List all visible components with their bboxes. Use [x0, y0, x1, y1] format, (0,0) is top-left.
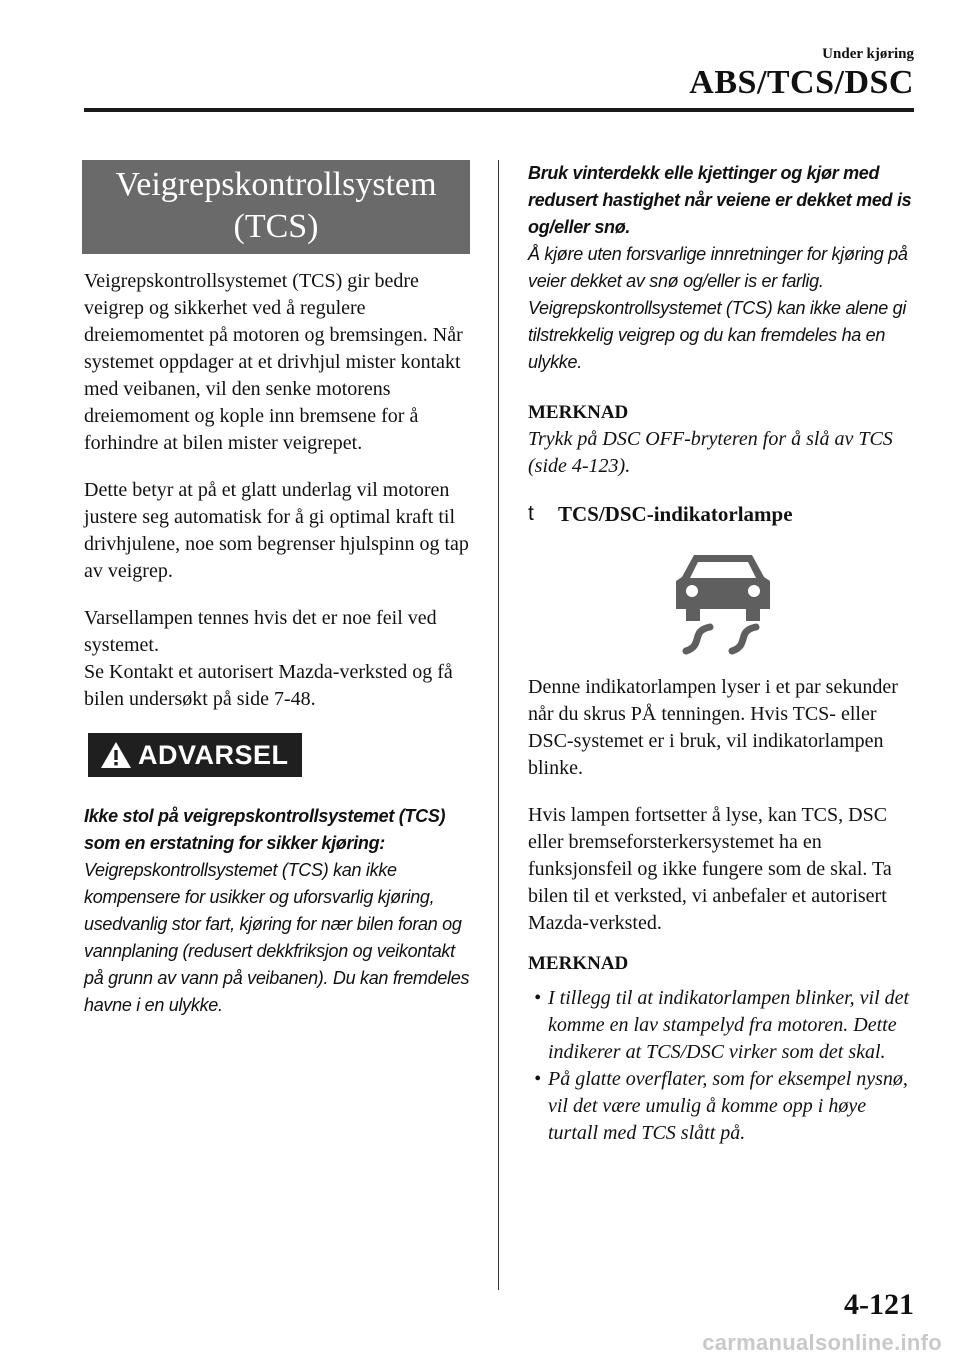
watermark: carmanualsonline.info — [702, 1330, 942, 1355]
warning-lamp-paragraph: Varsellampen tennes hvis det er noe feil ved systemet. — [84, 607, 437, 656]
bullet-dot: • — [534, 987, 542, 1009]
note-heading-2: MERKNAD — [528, 953, 629, 974]
warning-bold-text: Ikke stol på veigrepskontrollsystemet (TCS) som en erstatning for sikker kjøring: — [84, 806, 446, 853]
tcs-intro-paragraph: Veigrepskontrollsystemet (TCS) gir bedre veigrep og sikkerhet ved å regulere dreiemomentet på motoren og bremsingen. Når systemet oppdager at et drivhjul mister kontakt med veibanen, vil den senke motorens dreiemoment og kople inn bremsene for å forhindre at bilen mister veigrepet. — [84, 270, 463, 454]
section-title-box — [82, 160, 470, 254]
tcs-dsc-indicator-icon — [670, 547, 776, 659]
warning-body-text: Veigrepskontrollsystemet (TCS) kan ikke kompensere for usikker og uforsvarlig kjøring, usedvanlig stor fart, kjøring for nær bilen foran og vannplaning (redusert dekkfriksjon og veikontakt på grunn av vann på veibanen). Du kan fremdeles havne i en ulykke. — [84, 860, 470, 1015]
bullet-dot: • — [534, 1068, 542, 1090]
indicator-paragraph-2: Hvis lampen fortsetter å lyse, kan TCS, DSC eller bremseforsterkersystemet ha en funksjonsfeil og ikke fungere som de skal. Ta bilen til et verksted, vi anbefaler et autorisert Mazda-verksted. — [528, 804, 892, 934]
subheading-title: TCS/DSC-indikatorlampe — [558, 502, 793, 526]
warning-label: ADVARSEL — [138, 739, 289, 770]
chapter-label: Under kjøring — [822, 46, 914, 62]
warning-banner — [88, 733, 302, 777]
section-header-title: ABS/TCS/DSC — [689, 64, 914, 101]
subheading-marker: t — [528, 502, 534, 525]
page-number: 4-121 — [844, 1288, 914, 1321]
column-divider — [498, 160, 499, 1290]
note-bullet-1 — [534, 985, 920, 1066]
indicator-paragraph-1: Denne indikatorlampen lyser i et par sekunder når du skrus PÅ tenningen. Hvis TCS- eller DSC-systemet er i bruk, vil indikatorlampen blinke. — [528, 676, 898, 779]
service-reference: Se Kontakt et autorisert Mazda-verksted og få bilen undersøkt på side 7-48. — [84, 661, 453, 710]
right-column — [528, 160, 920, 1147]
note-heading: MERKNAD — [528, 402, 629, 423]
header-rule — [84, 108, 914, 112]
indicator-subheading — [528, 502, 920, 527]
winter-warning-bold: Bruk vinterdekk elle kjettinger og kjør med redusert hastighet når veiene er dekket med is og/eller snø. — [528, 163, 912, 237]
tcs-slippery-paragraph: Dette betyr at på et glatt underlag vil motoren justere seg automatisk for å gi optimal kraft til drivhjulene, noe som begrenser hjulspinn og tap av veigrep. — [84, 479, 469, 582]
section-title-line2: (TCS) — [233, 208, 319, 245]
section-title-line1: Veigrepskontrollsystem — [115, 166, 437, 203]
winter-warning-text: Å kjøre uten forsvarlige innretninger for kjøring på veier dekket av snø og/eller is er farlig. Veigrepskontrollsystemet (TCS) kan ikke alene gi tilstrekkelig veigrep og du kan fremdeles ha en ulykke. — [528, 244, 908, 372]
note-bullet-1-text: I tillegg til at indikatorlampen blinker, vil det komme en lav stampelyd fra motoren. Dette indikerer at TCS/DSC virker som det skal. — [548, 987, 910, 1063]
note-text: Trykk på DSC OFF-bryteren for å slå av TCS (side 4-123). — [528, 428, 893, 477]
left-column — [84, 160, 474, 1019]
warning-triangle-icon — [100, 741, 132, 769]
note-bullet-2 — [534, 1066, 920, 1147]
note-bullet-2-text: På glatte overflater, som for eksempel nysnø, vil det være umulig å komme opp i høye turtall med TCS slått på. — [548, 1068, 908, 1144]
